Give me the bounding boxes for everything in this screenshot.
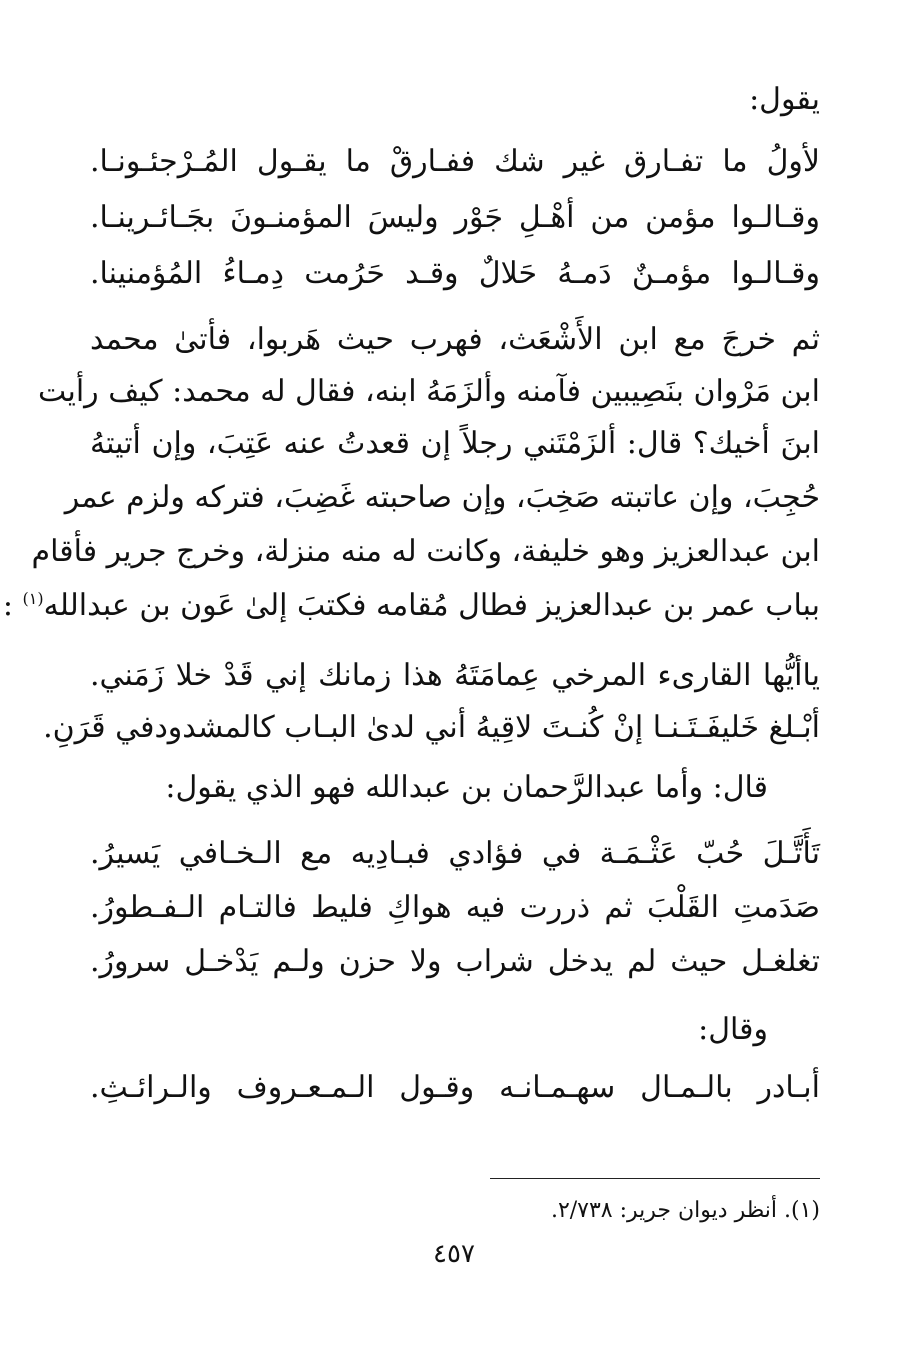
intro-line: قال: وأما عبدالرَّحمان بن عبدالله فهو الذي يقول:	[165, 770, 768, 805]
footnote-separator	[490, 1178, 820, 1179]
footnote-text: أنظر ديوان جرير: ٢/٧٣٨.	[550, 1198, 777, 1223]
page-number: ٤٥٧	[433, 1239, 475, 1269]
prose-line: ابن عبدالعزيز وهو خليفة، وكانت له منه منزلة، وخرج جرير فأقام	[31, 534, 820, 569]
poem-verse: لأولُ ما تفـارق غير شك ففـارقْ ما يقـول المُـرْجئـونـا.	[90, 144, 820, 179]
poem-verse: وقـالـوا مؤمن من أهْـلِ جَوْر وليسَ المؤمنـونَ بجَـائـرينـا.	[90, 200, 820, 235]
poem-verse: أبـادر بالـمـال سهـمـانـه وقـول الـمـعـروف والـرائـثِ.	[90, 1070, 820, 1105]
poem-verse: أبْـلغ خَليفَـتَـنـا إنْ كُنـتَ لاقِيهُ أني لدىٰ البـاب كالمشدودفي قَرَنِ.	[43, 710, 820, 745]
prose-line-with-footnote	[2, 586, 820, 626]
footnote-reference: (١)	[22, 589, 44, 608]
footnote	[551, 1196, 820, 1226]
poem-verse: تغلغـل حيث لم يدخل شراب ولا حزن ولـم يَدْخـل سرورُ.	[90, 944, 820, 979]
poem-verse: تَأَتَّـلَ حُبّ عَثْـمَـة في فؤادي فبـادِيه مع الـخـافي يَسيرُ.	[90, 836, 820, 871]
prose-line-colon: :	[2, 588, 13, 623]
prose-line: ابن مَرْوان بنَصِيبين فآمنه وألزَمَهُ ابنه، فقال له محمد: كيف رأيت	[38, 374, 820, 409]
prose-line: ثم خرجَ مع ابن الأَشْعَث، فهرب حيث هَربوا، فأتىٰ محمد	[90, 322, 820, 357]
poem-verse: ياأيُّها القارىء المرخي عِمامَتَهُ هذا زمانك إني قَدْ خلا زَمَني.	[90, 658, 820, 693]
prose-line: حُجِبَ، وإن عاتبته صَخِبَ، وإن صاحبته غَضِبَ، فتركه ولزم عمر	[64, 480, 820, 515]
prose-line: ابنَ أخيك؟ قال: ألزَمْتَني رجلاً إن قعدتُ عنه عَتِبَ، وإن أتيتهُ	[90, 426, 820, 461]
poem-verse: صَدَمتِ القَلْبَ ثم ذررت فيه هواكِ فليط فالتـام الـفـطورُ.	[90, 890, 820, 925]
prose-line-text: بباب عمر بن عبدالعزيز فطال مُقامه فكتبَ إلىٰ عَون بن عبدالله	[43, 588, 820, 623]
intro-line: يقول:	[749, 82, 820, 117]
footnote-marker: (١).	[784, 1198, 820, 1223]
poem-verse: وقـالـوا مؤمـنٌ دَمـهُ حَلالٌ وقـد حَرُمت دِمـاءُ المُؤمنينا.	[90, 256, 820, 291]
intro-line: وقال:	[698, 1012, 768, 1047]
